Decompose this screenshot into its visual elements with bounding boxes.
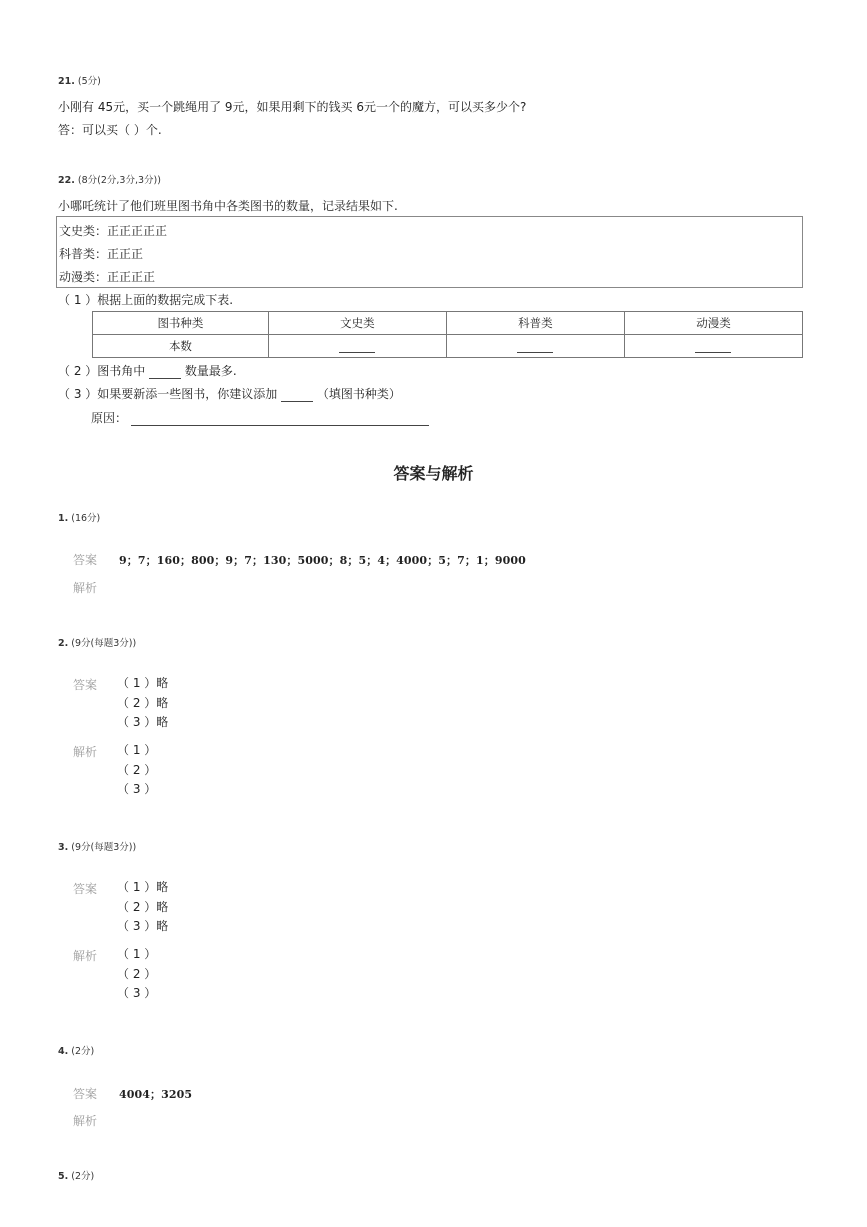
answer5-header: [58, 1168, 94, 1182]
blank-cell-science[interactable]: [446, 335, 624, 358]
table-header-cell: 图书种类: [93, 312, 269, 335]
q22-number: 22.: [58, 175, 75, 186]
answer4-number: 4.: [58, 1046, 69, 1057]
list-item: （ 2 ）: [117, 762, 157, 777]
answer1-number: 1.: [58, 513, 69, 524]
list-item: （ 3 ）略: [117, 715, 169, 729]
tally-history: 文史类：正正正正正: [59, 224, 168, 238]
blank-cell-comics[interactable]: [624, 335, 802, 358]
list-item: （ 1 ）: [117, 947, 157, 961]
part3-suffix: （填图书种类）: [316, 387, 401, 401]
table-header-cell: 动漫类: [624, 312, 802, 335]
list-item: （ 2 ）: [117, 966, 157, 981]
q22-score: (8分(2分,3分,3分)): [77, 175, 161, 186]
answer3-score: (9分(每题3分)): [71, 842, 137, 853]
answer-blank[interactable]: [281, 389, 313, 402]
book-table: [92, 311, 803, 358]
list-item: （ 3 ）: [117, 986, 157, 1000]
table-header-row: [93, 312, 803, 335]
answer2-answer-label: 答案: [73, 678, 98, 692]
list-item: （ 1 ）略: [117, 676, 169, 690]
q22-reason: [91, 410, 429, 426]
answer3-analysis-list: [117, 945, 156, 1004]
answer3-header: [58, 839, 136, 853]
answer2-score: (9分(每题3分)): [71, 638, 137, 649]
tally-box: [56, 216, 803, 288]
list-item: （ 2 ）略: [117, 695, 169, 710]
answer4-header: [58, 1043, 94, 1057]
answer2-analysis-list: [117, 741, 156, 800]
answer2-analysis-label: 解析: [73, 745, 98, 759]
answer5-score: (2分): [71, 1171, 95, 1182]
q21-number: 21.: [58, 76, 75, 87]
answer4-answer-label: 答案: [73, 1087, 98, 1101]
section-title: 答案与解析: [393, 464, 474, 483]
blank-cell-history[interactable]: [268, 335, 446, 358]
answer1-answer-label: 答案: [73, 553, 98, 567]
q21-header: [58, 73, 101, 87]
list-item: （ 3 ）略: [117, 919, 169, 933]
table-header-cell: 科普类: [446, 312, 624, 335]
q21-score: (5分): [77, 76, 101, 87]
answer5-number: 5.: [58, 1171, 69, 1182]
answer-blank[interactable]: [695, 340, 731, 353]
table-header-cell: 文史类: [268, 312, 446, 335]
answer3-number: 3.: [58, 842, 69, 853]
q22-part2: [58, 363, 237, 379]
q21-answer-line: 答：可以买（ ）个.: [58, 123, 162, 137]
table-row: [93, 335, 803, 358]
answer3-answer-list: [117, 878, 168, 937]
answer3-answer-label: 答案: [73, 882, 98, 896]
answer3-analysis-label: 解析: [73, 949, 98, 963]
answer1-score: (16分): [71, 513, 101, 524]
answer-blank[interactable]: [149, 366, 181, 379]
q22-part1: （ 1 ）根据上面的数据完成下表.: [58, 293, 234, 307]
answer2-answer-list: [117, 674, 168, 733]
reason-blank[interactable]: [131, 413, 429, 426]
answer-blank[interactable]: [517, 340, 553, 353]
list-item: （ 3 ）: [117, 782, 157, 796]
reason-label: 原因：: [91, 411, 128, 425]
answer4-analysis-label: 解析: [73, 1114, 98, 1128]
q22-header: [58, 172, 161, 186]
tally-comics: 动漫类：正正正正: [59, 270, 156, 284]
tally-science: 科普类：正正正: [59, 247, 144, 261]
list-item: （ 1 ）略: [117, 880, 169, 894]
answer1-answer: 9；7；160；800；9；7；130；5000；8；5；4；4000；5；7；1；9000: [119, 554, 526, 567]
answer1-header: [58, 510, 100, 524]
part3-prefix: （ 3 ）如果要新添一些图书，你建议添加: [58, 387, 278, 401]
q22-intro: 小哪吒统计了他们班里图书角中各类图书的数量，记录结果如下.: [58, 199, 398, 213]
list-item: （ 1 ）: [117, 743, 157, 757]
answer2-number: 2.: [58, 638, 69, 649]
answer1-analysis-label: 解析: [73, 581, 98, 595]
q21-text: 小刚有 45元，买一个跳绳用了 9元，如果用剩下的钱买 6元一个的魔方，可以买多少个?: [58, 100, 527, 114]
part2-suffix: 数量最多.: [184, 364, 237, 378]
answer4-score: (2分): [71, 1046, 95, 1057]
part2-prefix: （ 2 ）图书角中: [58, 364, 146, 378]
list-item: （ 2 ）略: [117, 899, 169, 914]
answer4-answer: 4004；3205: [119, 1088, 193, 1101]
answer-blank[interactable]: [339, 340, 375, 353]
q22-part3: [58, 386, 401, 402]
answer2-header: [58, 635, 136, 649]
table-row-label: 本数: [93, 335, 269, 358]
